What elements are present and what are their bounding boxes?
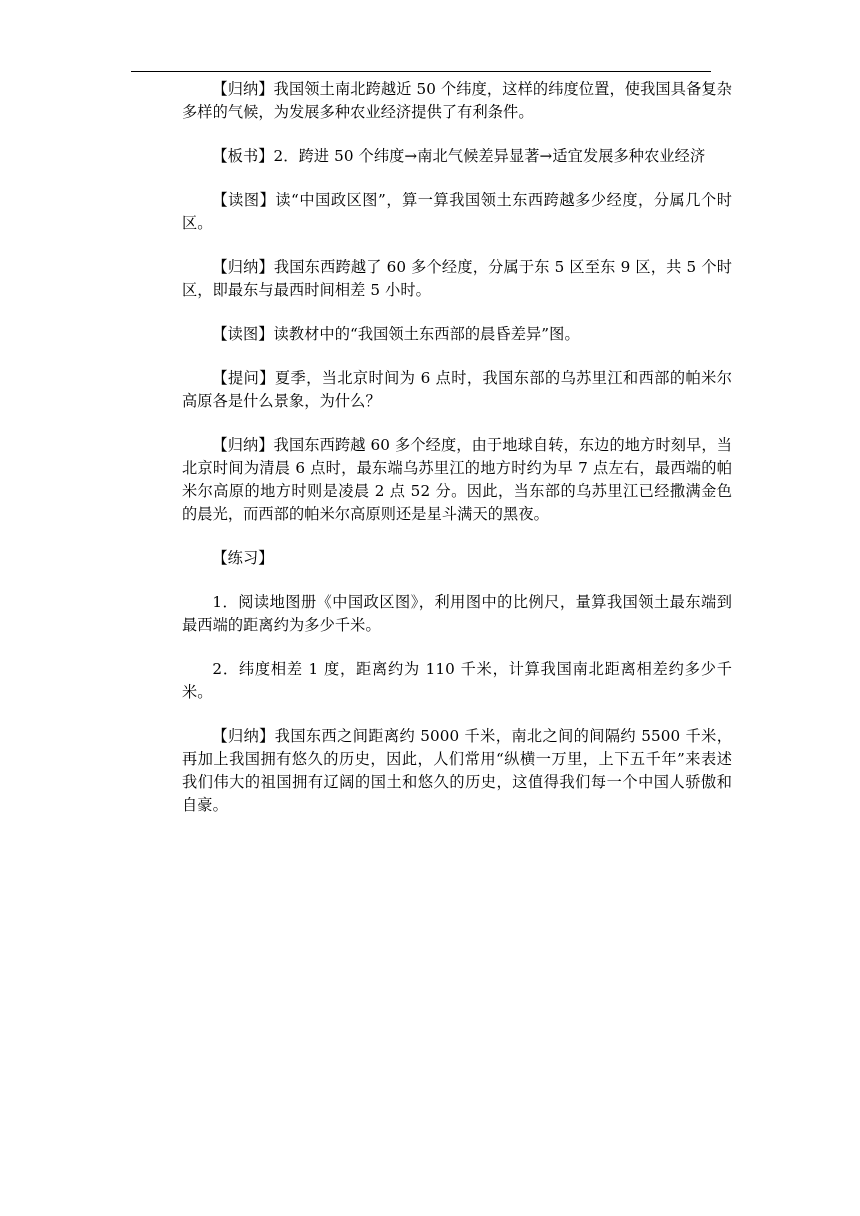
paragraph-text: 读教材中的“我国领土东西部的晨昏差异”图。 <box>273 325 580 343</box>
paragraph-tag: 【提问】 <box>212 369 275 387</box>
paragraph-tag: 【读图】 <box>212 191 276 209</box>
paragraph-text: 我国东西之间距离约 5000 千米，南北之间的间隔约 5500 千米，再加上我国拥有悠久的历史，因此，人们常用“纵横一万里，上下五千年”来表述我们伟大的祖国拥有辽阔的国土和悠久的历史，这值得我们每一个中国人骄傲和自豪。 <box>182 727 732 814</box>
paragraph-tag: 【板书】 <box>212 147 274 165</box>
paragraph-text: 读“中国政区图”，算一算我国领土东西跨越多少经度，分属几个时区。 <box>182 191 732 232</box>
paragraph-exercise-1 <box>182 591 732 637</box>
paragraph-summary-distance <box>182 725 732 817</box>
paragraph-read-map-2 <box>182 323 732 346</box>
paragraph-text: 1．阅读地图册《中国政区图》，利用图中的比例尺，量算我国领土最东端到最西端的距离约为多少千米。 <box>182 593 732 634</box>
paragraph-tag: 【归纳】 <box>212 727 275 745</box>
paragraph-question <box>182 367 732 413</box>
paragraph-text: 2．跨进 50 个纬度→南北气候差异显著→适宜发展多种农业经济 <box>273 147 706 165</box>
paragraph-exercise-heading <box>182 547 732 570</box>
header-rule <box>131 71 711 72</box>
paragraph-tag: 【归纳】 <box>212 258 274 276</box>
document-body <box>182 78 732 838</box>
paragraph-text: 我国东西跨越了 60 多个经度，分属于东 5 区至东 9 区，共 5 个时区，即最东与最西时间相差 5 小时。 <box>182 258 732 299</box>
paragraph-read-map-1 <box>182 189 732 235</box>
paragraph-text: 2．纬度相差 1 度，距离约为 110 千米，计算我国南北距离相差约多少千米。 <box>182 660 732 701</box>
paragraph-text: 我国东西跨越 60 多个经度，由于地球自转，东边的地方时刻早，当北京时间为清晨 6 点时，最东端乌苏里江的地方时约为早 7 点左右，最西端的帕米尔高原的地方时则是凌晨 2 点 52 分。因此，当东部的乌苏里江已经撒满金色的晨光，而西部的帕米尔高原则还是星斗满天的黑夜。 <box>182 436 732 523</box>
paragraph-tag: 【练习】 <box>212 549 274 567</box>
paragraph-exercise-2 <box>182 658 732 704</box>
paragraph-text: 夏季，当北京时间为 6 点时，我国东部的乌苏里江和西部的帕米尔高原各是什么景象，为什么？ <box>182 369 733 410</box>
paragraph-summary-daynight <box>182 434 732 526</box>
paragraph-tag: 【归纳】 <box>212 436 274 454</box>
paragraph-summary-timezones <box>182 256 732 302</box>
paragraph-text: 我国领土南北跨越近 50 个纬度，这样的纬度位置，使我国具备复杂多样的气候，为发展多种农业经济提供了有利条件。 <box>182 80 732 121</box>
paragraph-summary-latitude <box>182 78 732 124</box>
paragraph-tag: 【归纳】 <box>212 80 274 98</box>
paragraph-blackboard <box>182 145 732 168</box>
paragraph-tag: 【读图】 <box>212 325 274 343</box>
